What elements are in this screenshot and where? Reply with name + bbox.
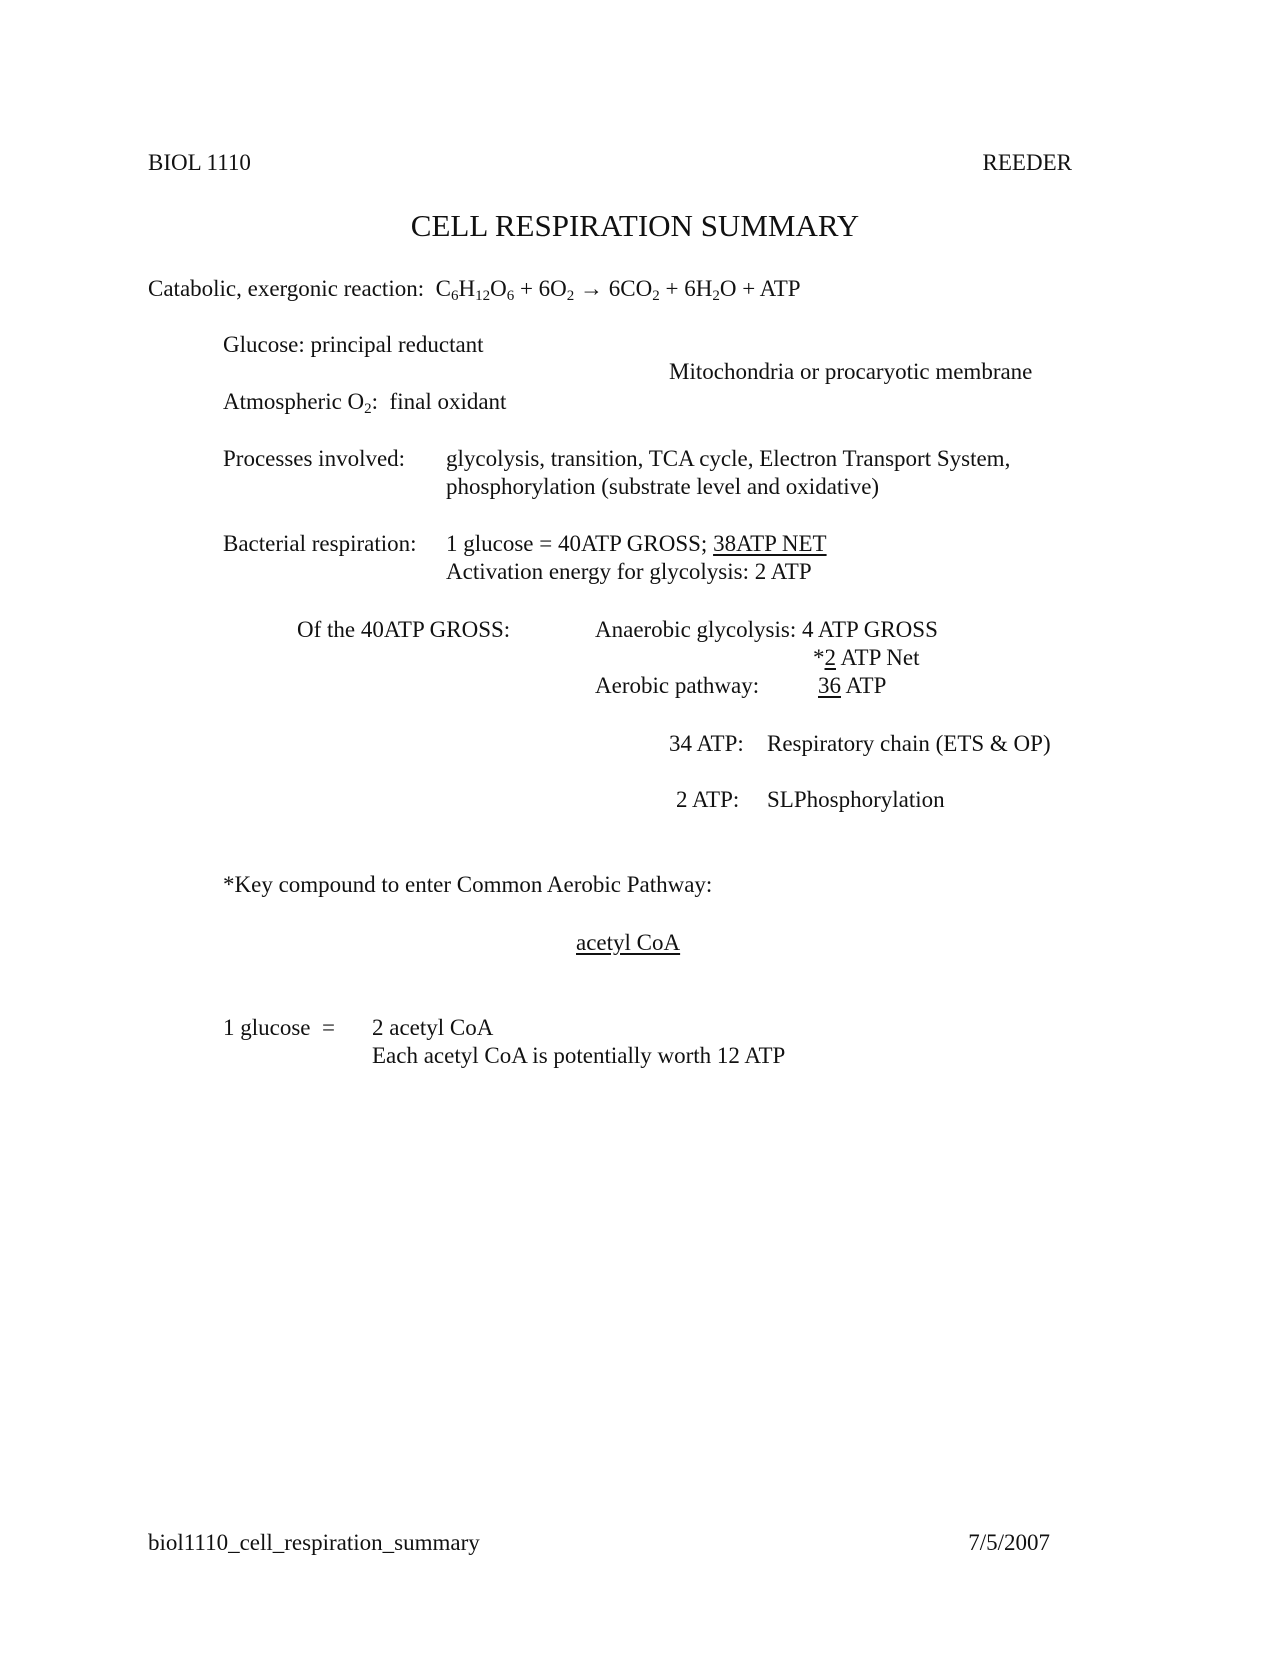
breakdown-amount-1: 34 ATP:: [669, 731, 744, 756]
page-title: CELL RESPIRATION SUMMARY: [410, 208, 860, 243]
glucose-role: Glucose: principal reductant: [223, 332, 484, 357]
net-atp: 38ATP NET: [713, 531, 827, 556]
footer-date: 7/5/2007: [968, 1530, 1050, 1555]
author-name: REEDER: [982, 150, 1072, 175]
processes-line-1: glycolysis, transition, TCA cycle, Electron Transport System,: [446, 446, 1011, 471]
respiration-location: Mitochondria or procaryotic membrane: [669, 359, 1033, 384]
anaerobic-glycolysis: Anaerobic glycolysis: 4 ATP GROSS: [595, 617, 938, 642]
glucose-eq-label: 1 glucose =: [223, 1015, 335, 1040]
processes-label: Processes involved:: [223, 446, 406, 471]
breakdown-amount-2: 2 ATP:: [676, 787, 740, 812]
reaction-line: [148, 275, 801, 303]
oxygen-role: Atmospheric $O_2$: final oxidant: [223, 389, 507, 417]
breakdown-desc-2: SLPhosphorylation: [767, 787, 945, 812]
activation-energy: Activation energy for glycolysis: 2 ATP: [446, 559, 812, 584]
processes-line-2: phosphorylation (substrate level and oxidative): [446, 474, 880, 499]
key-compound: acetyl CoA: [576, 930, 681, 955]
glucose-eq-line-2: Each acetyl CoA is potentially worth 12 ATP: [372, 1043, 786, 1068]
aerobic-label: Aerobic pathway:: [595, 673, 760, 698]
course-code: BIOL 1110: [148, 150, 251, 175]
reaction-label: Catabolic, exergonic reaction:: [148, 276, 425, 301]
reaction-equation: $C_6H_{12}O_6 + 6O_2 \to 6CO_2 + 6H_2O$ + ATP: [435, 276, 801, 304]
bacterial-label: Bacterial respiration:: [223, 531, 417, 556]
key-compound-note: *Key compound to enter Common Aerobic Pathway:: [223, 872, 713, 897]
footer-filename: biol1110_cell_respiration_summary: [148, 1530, 480, 1555]
breakdown-desc-1: Respiratory chain (ETS & OP): [767, 731, 1051, 756]
bacterial-line-1: 1 glucose = 40ATP GROSS; 38ATP NET: [446, 531, 827, 556]
aerobic-value: 36 ATP: [818, 673, 887, 698]
gross-label: Of the 40ATP GROSS:: [297, 617, 511, 642]
glucose-eq-line-1: 2 acetyl CoA: [372, 1015, 494, 1040]
anaerobic-net: *2 ATP Net: [813, 645, 920, 670]
